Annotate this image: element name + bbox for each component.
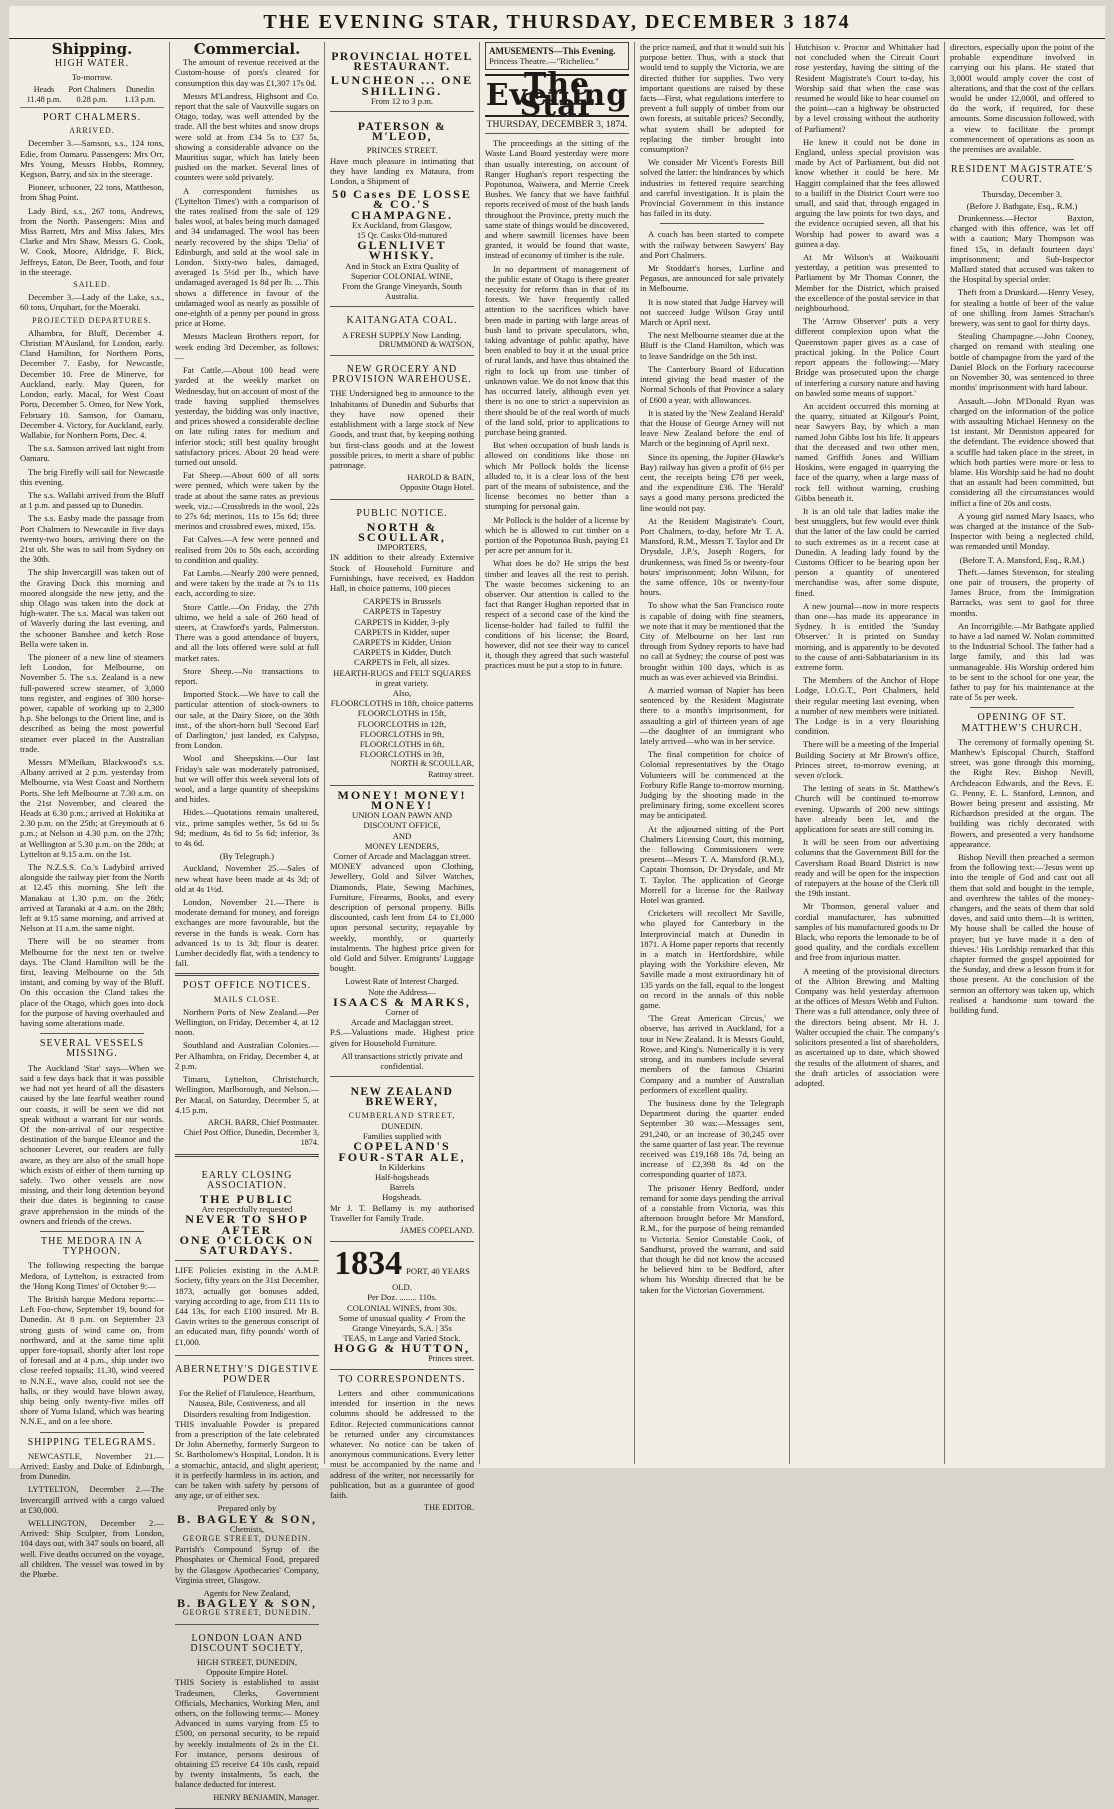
ad-loan-society: LONDON LOAN AND DISCOUNT SOCIETY, HIGH STREET, DUNEDIN, Opposite Empire Hotel. THIS Society is established to assist Tradesmen, Clerks, Government Officials, Mechanics, Working Men, and others, on the following terms:— Money Advanced in sums varying from £5 to £500, on personal security, to be repaid by weekly instalments of 2s in the £1. For instance, persons desirous of obtaining £5 receive £4 10s cash, repaid by twenty instalments, 5s each, the balance deducted for interest. HENRY BENJAMIN, Manager. (175, 1625, 319, 1809)
ad-union-loan: MONEY! MONEY! MONEY! UNION LOAN PAWN AND DISCOUNT OFFICE, AND MONEY LENDERS, Corner of Arcade and Maclaggan street. MONEY advanced upon Clothing, Jewellery, Gold and Silver Watches, Diamonds, Plate, Sewing Machines, Furniture, Firearms, Books, and every description of personal property. Bills discounted, cash lent from £4 to £1,000 upon personal security, repayable by weekly, monthly, or quarterly instalments. The highest price given for old Gold and Silver. Emigrants' Luggage bought. Lowest Rate of Interest Charged. Note the Address— ISAACS & MARKS, Corner of Arcade and Maclaggan street. P.S.—Valuations made. Highest price given for Household Furniture. All transactions strictly private and confidential. (330, 786, 474, 1077)
article-paragraph: Theft.—James Stevenson, for stealing one pair of trousers, the property of James Bruce, from the Immigration Barracks, was sent to gaol for three months. (950, 566, 1094, 618)
article-paragraph: The following respecting the barque Medora, of Lyttelton, is extracted from the 'Hong Kong Times' of October 9:— (20, 1260, 164, 1291)
article-paragraph: Mr Stoddart's horses, Lurline and Pegasus, are announced for sale privately in Melbourne. (640, 263, 784, 294)
ad-life-policies: LIFE Policies existing in the A.M.P. Society, fifty years on the 31st December, 1873, actually got bonuses added, varying according to age, from £11 11s to £44 13s, for each £100 insured. Mr B. Gavin writes to the generous conscript of an educated man, fifty pounds' worth of £1,000. (175, 1261, 319, 1356)
mails-close-label: MAILS CLOSE. (213, 994, 281, 1004)
missing-vessels-heading: SEVERAL VESSELS MISSING. (39, 1038, 145, 1060)
article-paragraph: The final competition for choice of Colonial representatives by the Otago Volunteers will be commenced at the Forbury Rifle Range to-morrow morning. Judging by the shooting made in the preliminary firing, some excellent scores may be anticipated. (640, 749, 784, 821)
ad-north-scoullar: PUBLIC NOTICE. NORTH & SCOULLAR, IMPORTERS, IN addition to their already Extensive Stock of Household Furniture and Furnishings, have received, ex Haddon Hall, in choice patterns, 100 pieces CARPETS in Brussels CARPETS in Tapestry CARPETS in Kidder, 3-ply CARPETS in Kidder, super CARPETS in Kidder, Union CARPETS in Kidder, Dutch CARPETS in Felt, all sizes. HEARTH-RUGS and FELT SQUARES in great variety. Also, FLOORCLOTHS in 18ft, choice patterns FLOORCLOTHS in 15ft, FLOORCLOTHS in 12ft, FLOORCLOTHS in 9ft, FLOORCLOTHS in 6ft, FLOORCLOTHS in 3ft, NORTH & SCOULLAR, Rattray street. (330, 500, 474, 786)
article-paragraph: It is now stated that Judge Harvey will not succeed Judge Wilson Gray until March or April next. (640, 296, 784, 328)
correspondents-heading: TO CORRESPONDENTS. (338, 1373, 466, 1385)
article-paragraph: A married woman of Napier has been sentenced by the Resident Magistrate there to a month's imprisonment, for assaulting a girl of thirteen years of age—the daughter of an immigrant who lately arrived—who was in her service. (640, 684, 784, 746)
article-paragraph: An Incorrigible.—Mr Bathgate applied to have a lad named W. Nolan committed to the Industrial School. The father had a large family, and this lad was unmanageable. His Worship ordered him to be sent to the school for one year, the father to pay for his maintenance at the rate of 5s per week. (950, 620, 1094, 703)
article-paragraph: The s.s. Easby made the passage from Port Chalmers to Newcastle in five days twenty-two hours, arriving there on the 21st ult. She was to sail from Sydney on the 30th. (20, 513, 164, 565)
signature: THE EDITOR. (424, 1503, 474, 1513)
divider (40, 1432, 144, 1433)
article-paragraph: Letters and other communications intended for insertion in the news columns should be addressed to the Editor. Rejected communications cannot be returned under any circumstances whatever. No notice can be taken of anonymous communications. Every letter must be accompanied by the name and address of the writer, not necessarily for publication, but as a guarantee of good faith. (330, 1387, 474, 1500)
article-paragraph: Cricketers will recollect Mr Saville, who played for Canterbury in the Interprovincial match at Dunedin in 1871. A Home paper reports that recently in a match in Hertfordshire, while playing with the Yorkshire eleven, Mr Saville made a most extraordinary hit of 135 yards on the fall, equal to the longest on record in the annals of this noble game. (640, 908, 784, 1011)
ad-grocery-warehouse: NEW GROCERY AND PROVISION WAREHOUSE. THE Undersigned beg to announce to the Inhabitants of Dunedin and Suburbs that they have now opened their establishment with a large stock of New Goods, and trust that, by keeping nothing but first-class goods and at the lowest possible prices, to merit a share of public patronage. HAROLD & BAIN, Opposite Otago Hotel. (330, 356, 474, 499)
article-paragraph: Messrs M'Meikan, Blackwood's s.s. Albany arrived at 2 p.m. yesterday from Melbourne, via West Coast and Northern Ports. She left Melbourne at 7.30 a.m. on the 21st November, and cleared the Heads at 6.30 p.m.; arrived at Hokitika at 2.30 p.m. on the 25th; at Greymouth at 6 p.m.; at Nelson at 4.30 p.m. on the 27th; at Wellington at 5.30 p.m. on the 28th; at Lyttelton at 9.15 a.m. on the 1st. (20, 757, 164, 859)
article-paragraph: Hides.—Quotations remain unaltered, viz., prime samples wether, 5s 6d to 5s 9d; medium, 4s 6d to 5s 6d; inferior, 3s to 4s 6d. (175, 807, 319, 849)
sailed-label: SAILED. (73, 280, 111, 290)
article-paragraph: A new journal—now in more respects than one—has made its appearance in Sydney. It is entitled the 'Sunday Observer.' It is printed on Sunday morning, and is apparently to be devoted to the cause of anti-Sabbatarianism in its extreme form. (795, 600, 939, 672)
divider (970, 159, 1074, 160)
divider (175, 1154, 319, 1157)
port-heading: PORT CHALMERS. (42, 112, 142, 124)
column-court-church (945, 42, 1099, 1464)
article-paragraph: To show what the San Francisco route is capable of doing with fine steamers, we note that it may be mentioned that the City of Melbourne on her last run through from Sydney reports to have had no call at Sydney; the course of post was brought within 100 days, which is as much as was ever achieved via Brindisi. (640, 600, 784, 682)
court-before: (Before T. A. Mansford, Esq., R.M.) (959, 554, 1085, 565)
article-paragraph: The N.Z.S.S. Co.'s Ladybird arrived alongside the railway pier from the North at 12.45 this morning. She left the Manakau at 1.30 p.m. on the 26th; arrived at Taranaki at 4 a.m. on the 28th; left at 9.15 same morning, and arrived at Nelson at 11 a.m. the same night. (20, 862, 164, 934)
section-heading-commercial: Commercial. (193, 40, 301, 58)
article-paragraph: Drunkenness.—Hector Baxton, charged with this offence, was let off with a caution; Mary Thompson was fined 15s, in default fourteen days' imprisonment; and Sub-Inspector Mallard stated that accused was taken to the Hospital by special order. (950, 213, 1094, 285)
article-paragraph: At Mr Wilson's at Waikouaiti yesterday, a petition was presented to Parliament by Mr Thomas Conner, the Member for the District, which praised the excellence of the postal service in that neighbourhood. (795, 252, 939, 314)
article-paragraph: The prisoner Henry Bedford, under remand for some days pending the arrival of a constable from Victoria, was this afternoon brought before Mr Mansford, R.M., for the purpose of being remanded to Victoria. Senior Constable Cook, of Sandhurst, proved the warrant, and said that though he did not know the accused he believed him to be Bedford, after whom his Worship directed that he be taken for the Victorian Government. (640, 1182, 784, 1295)
article-paragraph: The proceedings at the sitting of the Waste Land Board yesterday were more than usually interesting, on account of Ranger Hughan's report respecting the Popotunoa, Waiwera, and Merrie Creek Bushes. We fancy that we have faithful reports received of most of the bush lands throughout the Province, pretty much the same state of things would be discovered, and where sawmill licenses have been granted, it would be found that waste, instead of economy of timber is the rule. (485, 138, 629, 261)
article-paragraph: Southland and Australian Colonies.—Per Alhambra, on Friday, December 4, at 2 p.m. (175, 1040, 319, 1071)
article-paragraph: In no department of management of the public estate of Otago is there greater necessity for reform than in that of its forests. We have frequently called attention to the sacrifices which have been made in parting with large areas of bush land to private speculators, who, taking advantage of public apathy, have been enabled to buy it at the usual price of rural lands, and have thus obtained the right to lock up from use timber of unknown value. We do not know that this has occurred lately, although even yet there is no one to strict a supervision as there should be of the real worth of much of the land sold, prior to applications to purchase being granted. (485, 263, 629, 437)
article-paragraph: There will be a meeting of the Imperial Building Society at Mr Brown's office, Princes street, to-morrow evening, at seven o'clock. (795, 739, 939, 781)
article-paragraph: Store Sheep.—No transactions to report. (175, 665, 319, 686)
article-paragraph: Bishop Nevill then preached a sermon from the following text:—'Jesus went up into the temple of God and cast out all them that sold and bought in the temple, and overthrew the tables of the money-changers, and the seats of them that sold doves, and said unto them—It is written, My house shall be called the house of prayer; but ye have made it a den of thieves.' His Lordship remarked that this chapter formed the gospel appointed for the Sunday, and drew a lesson from it for those present. At the conclusion of the sermon an offertory was taken up, which realised a handsome sum toward the building fund. (950, 852, 1094, 1016)
court-date: Thursday, December 3. (981, 188, 1063, 199)
article-paragraph: Theft from a Drunkard.—Henry Vesey, for stealing a bottle of beer of the value of one shilling from James Strachan's brewery, was sent to gaol for thirty days. (950, 287, 1094, 329)
court-before: (Before J. Bathgate, Esq., R.M.) (966, 200, 1078, 211)
article-paragraph: The ship Invercargill was taken out of the Graving Dock this morning and moored alongside the new jetty, and the ship Olago was taken into the dock at high-water. The s.s. Macal was taken out of Waverly during the last evening, and the schooner Banshee and ketch Rose Bella were taken in. (20, 567, 164, 649)
ad-hogg-hutton: 1834 PORT, 40 YEARS OLD. Per Doz. ........ 110s. COLONIAL WINES, from 30s. Some of unusual quality ✓ From the Grange Vineyards, S.A. | 35s TEAS, in Large and Varied Stock. HOGG & HUTTON, Princes street. (330, 1242, 474, 1370)
article-paragraph: WELLINGTON, December 2.—Arrived: Ship Sculpter, from London, 104 days out, with 347 souls on board, all well. Five deaths occurred on the voyage, all children. The vessel was towed in by the Phœbe. (20, 1518, 164, 1580)
article-paragraph: The Members of the Anchor of Hope Lodge, I.O.G.T., Port Chalmers, held their regular meeting last evening, when a number of new members were initiated. The Lodge is in a very flourishing condition. (795, 675, 939, 737)
article-paragraph: Timaru, Lyttelton, Christchurch, Wellington, Marlborough, and Nelson.—Per Macal, on Saturday, December 5, at 4.15 p.m. (175, 1074, 319, 1115)
article-paragraph: Alhambra, for Bluff, December 4. Christian M'Ausland, for London, early. Cland Hamilton, for Northern Ports, December 7. Easby, for Newcastle, December 10. Free de Minerve, for Auckland, early. May Queen, for London, early. Macal, for West Coast Ports, December 5. Omeo, for New York, February 10. Samson, for Oamaru, December 4. Victory, for Auckland, early. Wallabie, for Northern Ports, Dec. 4. (20, 327, 164, 440)
divider (970, 707, 1074, 708)
article-paragraph: Mr Pollock is the holder of a license by which he is allowed to cut timber on a portion of the Popotunoa Bush, paying £1 per acre per annum for it. (485, 514, 629, 556)
telegraph-label: (By Telegraph.) (219, 851, 275, 862)
newspaper-masthead: The Evening Star (485, 67, 629, 123)
article-paragraph: At the Resident Magistrate's Court, Port Chalmers, to-day, before Mr T. A. Mansford, R.M., Messrs T. Taylor and Dr Drysdale, J.P.'s, Joseph Rogers, for drunkenness, was fined 5s or twenty-four hours' imprisonment; John Wilson, for the same offence, 10s or twenty-four hours. (640, 515, 784, 598)
article-paragraph: Since its opening, the Jupiter (Hawke's Bay) railway has given a profit of 6½ per cent, the receipts being £78 per week, and the expenditure £36. The 'Herald' says a good many persons predicted the line would not pay. (640, 451, 784, 513)
church-heading: OPENING OF ST. MATTHEW'S CHURCH. (961, 712, 1083, 734)
article-paragraph: Mr Thomson, general valuer and cordial manufacturer, has submitted samples of his manufactured goods to Dr Black, who reports the lemonade to be of good quality, and the cordials excellent and free from injurious matter. (795, 901, 939, 963)
article-paragraph: The next Melbourne steamer due at the Bluff is the Cland Hamilton, which was to leave Sandridge on the 5th inst. (640, 330, 784, 361)
article-paragraph: The Auckland 'Star' says—When we said a few days back that it was possible we had not yet heard of all the disasters caused by the late fearful weather round our coasts, it will be seen we did not speak without a warrant for our words. Of the non-arrival of our respective destination of the barque Eleanor and the schooner Leveret, our readers are fully aware, as they are also of the small hope which exists of either of them turning up safely. Two other vessels are now missing, and their long detention beyond their due dates is beginning to cause grave apprehension in the minds of the owners and friends of the crews. (20, 1062, 164, 1226)
page-header (9, 6, 1105, 39)
newspaper-page (9, 6, 1105, 1802)
article-paragraph: London, November 21.—There is moderate demand for money, and foreign exchanges are more favourable, but the reverse in the funds is weak. Corn has advanced 1s to 1s 3d; flour is dearer. Lumber decidedly flat, with a tendency to fall. (175, 897, 319, 969)
article-paragraph: The s.s. Wallabi arrived from the Bluff at 1 p.m. and passed up to Dunedin. (20, 489, 164, 511)
article-paragraph: A coach has been started to compete with the railway between Sawyers' Bay and Port Chalmers. (640, 229, 784, 260)
ad-paterson-mleod: PATERSON & M'LEOD, PRINCES STREET. Have much pleasure in intimating that they have landing ex Mataura, from London, a Shipment of 50 Cases DE LOSSE & CO.'S CHAMPAGNE. Ex Auckland, from Glasgow, 15 Qr. Casks Old-matured GLENLIVET WHISKY. And in Stock an Extra Quality of Superior COLONIAL WINE, From the Grange Vineyards, South Australia. (330, 112, 474, 307)
article-paragraph: The amount of revenue received at the Custom-house of pors's cleared for consumption this day was £1,307 17s 0d. (175, 57, 319, 88)
arrived-label: ARRIVED. (69, 126, 115, 136)
article-paragraph: A young girl named Mary Isaacs, who was charged at the instance of the Sub-Inspector with being a neglected child, was remanded until Monday. (950, 510, 1094, 552)
column-commercial (170, 40, 325, 1802)
article-paragraph: It is an old tale that ladies make the best smugglers, but few would ever think that the latter of the law could be carried to such extremes as in a recent case at Dunedin. A leading lady found by the Customs Officer to be bearing upon her person a quantity of unentered merchandise was, after some dispute, fined. (795, 505, 939, 598)
article-paragraph: It will be seen from our advertising columns that the Government Bill for the Caversham Road Board District is now ready and will be open for the inspection of ratepayers at the house of the Clerk till the 19th instant. (795, 837, 939, 899)
column-editorial (480, 42, 635, 1464)
article-paragraph: December 3.—Lady of the Lake, s.s., 60 tons, Urquhart, for the Moeraki. (20, 292, 164, 313)
article-paragraph: Fat Calves.—A few were penned and realised from 20s to 50s each, according to condition and quality. (175, 534, 319, 565)
amusements-box (485, 42, 629, 70)
article-paragraph: A correspondent furnishes us ('Lyttelton Times') with a comparison of the rates realised from the sale of 129 bales wool, at bales being much damaged and 34 undamaged. The wool has been nearly recovered by the ships 'Delia' of Edinburgh, and sold at the wool sale in London. Sixty-two bales, damaged, averaged 1s 5½d per lb., which have undamaged averaged 1s 8d per lb. ... This shows a difference in favour of the undamaged wool as nearly as possible of one-eighth of a penny per pound in gross price at Home. (175, 185, 319, 329)
columns (15, 40, 1099, 1802)
article-paragraph: It is stated by the 'New Zealand Herald' that the House of George Arney will not leave New Zealand before the end of March or the beginning of April next. (640, 407, 784, 449)
article-paragraph: Store Cattle.—On Friday, the 27th ultimo, we held a sale of 260 head of steers, at Crawford's yards, Palmerston. There was a good attendance of buyers, and all the lots offered were sold at full market rates. (175, 601, 319, 663)
article-paragraph: December 3.—Samson, s.s., 124 tons, Edie, from Oamaru. Passengers: Mrs Orr, Mrs Young, Messrs Hobbs, Romney, Kegson, Barry, and six in the steerage. (20, 138, 164, 180)
departures-label: PROJECTED DEPARTURES. (32, 315, 152, 325)
column-news-1 (635, 42, 790, 1464)
signature: Chief Post Office, Dunedin, December 3, 1874. (183, 1128, 319, 1148)
article-paragraph: NEWCASTLE, November 21.—Arrived: Easby and Duke of Edinburgh, from Dunedin. (20, 1450, 164, 1482)
ad-provincial-hotel: PROVINCIAL HOTEL RESTAURANT. LUNCHEON ... ONE SHILLING. From 12 to 3 p.m. (330, 42, 474, 112)
tide-entry: Heads 11.48 p.m. (26, 84, 62, 104)
article-paragraph: Pioneer, schooner, 22 tons, Mattheson, from Shag Point. (20, 182, 164, 203)
amusements-heading: AMUSEMENTS—This Evening. (489, 46, 616, 56)
article-paragraph: Lady Bird, s.s., 267 tons, Andrews, from the North. Passengers: Miss and Miss Barrett, Mrs and Miss Jakes, Mrs Clarke and Mrs Shaw, Messrs G. Cook, W. Cook, Moore, Aldridge, F. Bick, Jeffreys, Eaton, De Beer, Tooth, and four in the steerage. (20, 205, 164, 277)
ad-kaitangata-coal: KAITANGATA COAL. A FRESH SUPPLY Now Landing. DRUMMOND & WATSON, (330, 307, 474, 356)
ad-abernethy: ABERNETHY'S DIGESTIVE POWDER For the Relief of Flatulence, Heartburn, Nausea, Bile, Costiveness, and all Disorders resulting from Indigestion. THIS invaluable Powder is prepared from a prescription of the late celebrated Dr John Abernethy, formerly Surgeon to St. Bartholomew's Hospital, London. It is a stomachic, antacid, and slight aperient; it is perfectly harmless in its action, and can be taken with safety by persons of any age, or of either sex. Prepared only by B. BAGLEY & SON, Chemists, GEORGE STREET, DUNEDIN. Parrish's Compound Syrup of the Phosphates or Chemical Food, prepared by the Glasgow Apothecaries' Company, Virginia street, Glasgow. Agents for New Zealand, B. BAGLEY & SON, GEORGE STREET, DUNEDIN. (175, 1356, 319, 1625)
article-paragraph: What does he do? He strips the best timber and leaves all the rest to perish. The waste becomes sickening to an observer. Our attention is called to the fact that Ranger Hughan reported that in respect of a second case of the kind the license-holder had failed to fulfil the conditions of his license; the Board, however, did not see their way to cancel it, though they agreed that such wasteful practices must be put a stop to in future. (485, 558, 629, 671)
article-paragraph: We consider Mr Vicent's Forests Bill solved the latter: the hindrances by which industries in fettered require searching and careful investigation. It is plain the Provincial Government in this instance has failed in its duty. (640, 157, 784, 219)
article-paragraph: Wool and Sheepskins.—Our last Friday's sale was moderately patronised, but we will offer this week several lots of wool, and a large quantity of sheepskins and hides. (175, 753, 319, 805)
article-paragraph: 'The Great American Circus,' we observe, has arrived in Auckland, for a tour in New Zealand. It is Messrs Gould, Rowe, and King's. Numerically it is very strong, and its numbers include several members of the famous Chiarini Company and a number of Australian performers of excellent quality. (640, 1013, 784, 1095)
article-paragraph: The brig Firefly will sail for Newcastle this evening. (20, 466, 164, 487)
article-paragraph: The 'Arrow Observer' puts a very different complexion upon what the Queenstown paper gives as a case of practical joking. In the Police Court report appears the following:—'Mary Bridge was prosecuted upon the charge of interfering a cursory nature and having on bawled some means of support.' (795, 316, 939, 398)
article-paragraph: directors, especially upon the point of the probable expenditure involved in carrying out his plans. He stated that 3,000l would amply cover the cost of alterations, and that the cost of the cellars would be under 12,000l, and offered to do the work, if required, for these amounts. Some discussion followed, with a view to facilitate the prompt commencement of operations as soon as the premises are available. (950, 42, 1094, 155)
divider (40, 1033, 144, 1034)
court-heading: RESIDENT MAGISTRATE'S COURT. (950, 164, 1094, 186)
article-paragraph: The pioneer of a new line of steamers left London, for Melbourne, on November 5. The s.s. Zealand is a new full-powered screw steamer, of 3,000 tons register, and engines of 300 horse-power, capable of working up to 2,300 h.p. She belongs to the Orient line, and is described as being the most powerful steamer ever placed in the Australian trade. (20, 651, 164, 754)
tide-subheading: To-morrow. (71, 72, 113, 83)
amusements-line: Princess Theatre.—"Richelieu." (489, 56, 599, 67)
article-paragraph: Fat Lambs.—Nearly 200 were penned, and were taken by the trade at 7s to 11s each, according to size. (175, 567, 319, 599)
article-paragraph: He knew it could not be done in England, unless special provision was made by Act of Parliament, but did not know whether it could be here. Mr Haggitt complained that the fees allowed to a bailiff in the District Court were too small, and said that, through engaged in arguing the law points for two days, and the evidence occupied seven, all that his Worship had power to award was a guinea a day. (795, 136, 939, 249)
column-shipping (15, 40, 170, 1580)
article-paragraph: An accident occurred this morning at the quarry, situated at Kilgour's Point, near Sawyers Bay, by which a man named John Gibbs lost his life. It appears that the deceased and two other men, named Griffith Jones and William Hoskins, were engaged in quarrying the face of the quarry, when a large mass of rock fell without warning, crushing Gibbs beneath it. (795, 400, 939, 503)
article-paragraph: the price named, and that it would suit his purpose better. Thus, with a stock that would tend to supply the Victoria, we are directed thither for supplies. Two very important questions are raised by these facts—First, what regulations interfere to prevent a full supply of timber from our own forests, at suitable prices? Secondly, what system shall be adopted for replacing the timber brought into consumption? (640, 42, 784, 155)
tide-heading: HIGH WATER. (54, 58, 130, 70)
article-paragraph: Stealing Champagne.—John Cooney, charged on remand with stealing one bottle of champagne from the yard of the Daniel Block on the Forbury racecourse on November 30, was sentenced to three months' imprisonment with hard labour. (950, 331, 1094, 393)
article-paragraph: The British barque Medora reports:—Left Foo-chow, September 19, bound for Dunedin. At 8 p.m. on September 23 strong gusts of wind came on, from northward, and at the same time split upper fore-topsail, shortly after lost rope of foresail and at 4 p.m., ship under two close reefed topsails; 11.30, wind veered to N.N.E., wave also, could not see the halls, or they would have blown away, ship being only twenty-five miles off shore of Yuma Island, which was bearing N.N.E., and on a lee shore. (20, 1293, 164, 1427)
article-paragraph: A meeting of the provisional directors of the Albion Brewing and Malting Company was held yesterday afternoon at the offices of Messrs Webb and Fulton. There was a full attendance, only three of the directors being absent. Mr H. J. Walter occupied the chair. The company's solicitors presented a list of shareholders, as ascertained up to date, which showed the results of the allotment of shares, and the draft articles of association were adopted. (795, 965, 939, 1088)
article-paragraph: Messrs M'Landress, Highsont and Co. report that the sale of Vauxville sugars on Otago, today, was well attended by the trade. All the best whites and snow drops were sold at from £34 5s to £37 5s, showing a considerable advance on the Mauritius sugar, which has lately been pushed on the market. Several lines of counters were sold privately. (175, 90, 319, 183)
tide-table (20, 85, 164, 108)
tide-entry: Dunedin 1.13 p.m. (124, 84, 156, 104)
article-paragraph: Imported Stock.—We have to call the particular attention of stock-owners to our sale, at the Dairy Store, on the 30th inst., of the short-horn bull 'Second Earl of Darlington,' just landed, ex Calypso, from London. (175, 689, 319, 751)
page-title: THE EVENING STAR, THURSDAY, DECEMBER 3 1874 (263, 10, 851, 33)
article-paragraph: The business done by the Telegraph Department during the quarter ended September 30 was:—Messages sent, 291,240, or an increase of 30,245 over the same quarter of last year. The revenue received was £19,168 18s 7d, being an increase of £2,398 8s 4d on the corresponding quarter of 1873. (640, 1097, 784, 1180)
article-paragraph: The letting of seats in St. Matthew's Church will be continued to-morrow evening. Upwards of 200 new sittings have already been let, and the applications for seats are still coming in. (795, 783, 939, 835)
medora-heading: THE MEDORA IN A TYPHOON. (41, 1235, 143, 1258)
ad-early-closing: EARLY CLOSING ASSOCIATION. THE PUBLIC Are respectfully requested NEVER TO SHOP AFTER ONE O'CLOCK ON SATURDAYS. (175, 1162, 319, 1262)
article-paragraph: But when occupation of bush lands is allowed on conditions like those on which Mr Pollock holds the license alluded to, it is a clear loss of the best part of the means of subsistence, and the license becomes no better than a stumping for personal gain. (485, 440, 629, 512)
article-paragraph: At the adjourned sitting of the Port Chalmers Licensing Court, this morning, the following Commissioners were present—Messrs T. A. Mansford (R.M.), Captain Thomson, Dr Drysdale, and Mr T. Taylor. The application of George Morrell for a license for the Railway Hotel was granted. (640, 823, 784, 906)
article-paragraph: Assault.—John M'Donald Ryan was charged on the information of the police with assaulting Michael Hennesy on the 1st instant. Mr Denniston appeared for the defendant. The evidence showed that a scuffle had taken place in the street, in which both parties were more or less to blame. His Worship said he had no doubt that an assault had been committed, but considering all the circumstances would inflict a fine of 20s and costs. (950, 395, 1094, 508)
article-paragraph: Fat Sheep.—About 600 of all sorts were penned, which were taken by the trade at about the same rates as previous week, viz.:—Crossbreds in the wool, 22s to 27s 6d; merinos, 11s to 15s 6d; three merinos and crossbred ewes, mixed, 15s. (175, 470, 319, 532)
divider (40, 1231, 144, 1232)
article-paragraph: The Canterbury Board of Education intend giving the head master of the Normal Schools of that Province a salary of £600 a year, with allowances. (640, 363, 784, 405)
telegrams-heading: SHIPPING TELEGRAMS. (27, 1436, 157, 1448)
divider (175, 973, 319, 976)
article-paragraph: Northern Ports of New Zealand.—Per Wellington, on Friday, December 4, at 12 noon. (175, 1006, 319, 1038)
section-heading-shipping: Shipping. (51, 40, 133, 58)
article-paragraph: There will be no steamer from Melbourne for the next ten or twelve days. The Cland Hamilton will be the first, leaving Melbourne on the 5th instant, and coming by way of the Bluff. On this occasion the Cland takes the place of the Otago, which goes into dock for the purpose of having overhauled and having some alterations made. (20, 936, 164, 1029)
column-advertisements (325, 42, 480, 1513)
article-paragraph: Fat Cattle.—About 100 head were yarded at the weekly market on Wednesday, but on account of most of the trade having supplied themselves yesterday, the bidding was only inactive, and prices showed a considerable decline on late ruling rates for medium and inferior stock; still best quality brought satisfactory prices. About 20 head were turned out unsold. (175, 365, 319, 467)
issue-date: THURSDAY, DECEMBER 3, 1874. (485, 120, 629, 134)
article-paragraph: LYTTELTON, December 2.—The Invercargill arrived with a cargo valued at £30,000. (20, 1484, 164, 1515)
article-paragraph: Hutchison v. Proctor and Whittaker had not concluded when the Circuit Court rose yesterday, having the sitting of the Resident Magistrate's Court to-day, his Worship said that when the case was resumed he would like to hear counsel on the point—can a highway be obstructed by a level crossing without the authority of Parliament? (795, 42, 939, 134)
signature: ARCH. BARR, Chief Postmaster. (208, 1117, 319, 1127)
divider (660, 223, 764, 224)
post-office-heading: POST OFFICE NOTICES. (182, 980, 312, 992)
ad-nz-brewery: NEW ZEALAND BREWERY, CUMBERLAND STREET, DUNEDIN. Families supplied with COPELAND'S FOUR-STAR ALE, In Kilderkins Half-hogsheads Barrels Hogsheads. Mr J. T. Bellamy is my authorised Traveller for Family Trade. JAMES COPELAND. (330, 1077, 474, 1242)
column-news-2 (790, 42, 945, 1464)
article-paragraph: The s.s. Samson arrived last night from Oamaru. (20, 443, 164, 464)
tide-entry: Port Chalmers 0.28 p.m. (68, 84, 116, 104)
article-paragraph: Auckland, November 25.—Sales of new wheat have been made at 4s 3d; of old at 4s 1½d. (175, 863, 319, 894)
article-paragraph: The ceremony of formally opening St. Matthew's Episcopal Church, Stafford street, was gone through this morning, the Right Rev. Bishop Nevill, Archdeacon Edwards, and the Revs. E. G. Penny, E. L. Stanford, Lennon, and Bower being present and assisting. Mr Richardson presided at the organ. The building was richly decorated with flowers, and presented a very handsome appearance. (950, 736, 1094, 849)
article-paragraph: Messrs Maclean Brothers report, for week ending 3rd December, as follows:— (175, 331, 319, 362)
